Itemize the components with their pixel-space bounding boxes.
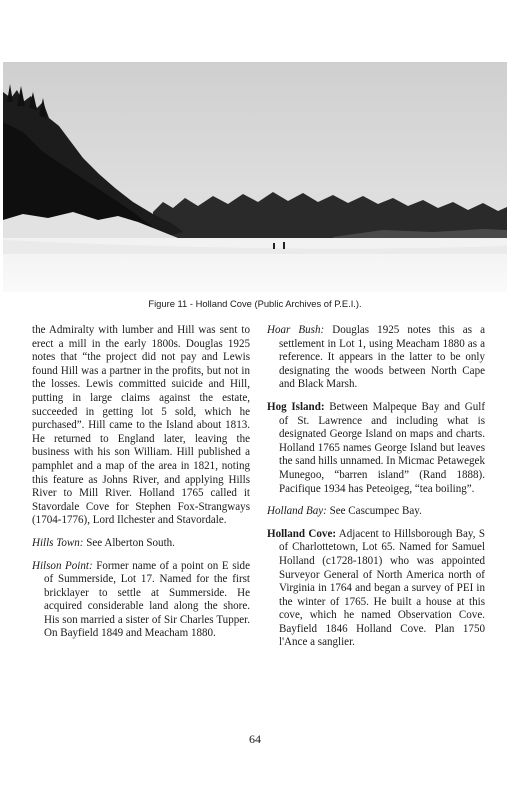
entry-holland-cove: [267, 528, 485, 650]
entry-hog-island: [267, 401, 485, 496]
entry-term: Hilson Point:: [32, 559, 93, 572]
entry-term: Hills Town:: [32, 536, 84, 549]
winter-cove-photo: [3, 62, 507, 292]
entry-continuation-text: the Admiralty with lumber and Hill was sent to erect a mill in the early 1800s. Douglas 1925 notes that “the project did not pay and Lewis found Hill was a partner in the profits, but not in the losses. Lewis committed suicide and Hill, putting in large claims against the estate, succeeded in getting lot 5 sold, which he purchased”. Hill came to the Island about 1813. He returned to England later, leaving the business with his son William. Hill published a pamphlet and a map of the area in 1821, noting this feature as Johns River, and applying Hills River to Mill River. Holland 1765 called it Stavordale Cove for Stephen Fox-Strangways (1704-1776), Lord Ilchester and Stavordale.: [32, 324, 250, 527]
entry-text: See Cascumpec Bay.: [326, 505, 422, 518]
figure-photo-holland-cove: [3, 62, 507, 292]
page-number: 64: [249, 732, 261, 746]
entry-text: Douglas 1925 notes this as a settlement in Lot 1, using Meacham 1880 as a reference. It appears in the latter to be only designating the woods between North Cape and Black Marsh.: [279, 324, 485, 391]
entry-term: Holland Cove:: [267, 527, 337, 540]
entry-holland-bay: [267, 505, 485, 519]
entry-term: Hoar Bush:: [267, 324, 325, 336]
entry-text: Former name of a point on E side of Summerside, Lot 17. Named for the first bricklayer to settle at Summerside. He acquired considerable land along the shore. His son married a sister of Sir Charles Tupper. On Bayfield 1849 and Meacham 1880.: [44, 559, 250, 640]
figure-caption: Figure 11 - Holland Cove (Public Archives of P.E.I.).: [148, 298, 362, 309]
entry-text: Between Malpeque Bay and Gulf of St. Lawrence and including what is designated George Island on maps and charts. Holland 1765 names George Island but leaves the sand hills unnamed. In Micmac Petawegek Munegoo, “barren island” (Rand 1888). Pacifique 1934 has Peteoigeg, “tea boiling”.: [279, 400, 485, 495]
right-column: [267, 324, 485, 659]
left-column: [32, 324, 250, 650]
entry-text: See Alberton South.: [83, 536, 175, 549]
entry-term: Holland Bay:: [267, 505, 327, 518]
entry-hoar-bush: [267, 324, 485, 392]
entry-term: Hog Island:: [267, 400, 325, 413]
entry-hilson-point: [32, 560, 250, 642]
entry-text: Adjacent to Hillsborough Bay, S of Charlottetown, Lot 65. Named for Samuel Holland (c1728-1801) who was appointed Surveyor General of North America north of Virginia in 1764 and began a survey of PEI in the winter of 1765. He built a house at this cove, which he named Observation Cove. Bayfield 1846 Holland Cove. Plan 1750 l'Ance a sanglier.: [279, 527, 486, 649]
entry-hills-town: [32, 537, 250, 551]
